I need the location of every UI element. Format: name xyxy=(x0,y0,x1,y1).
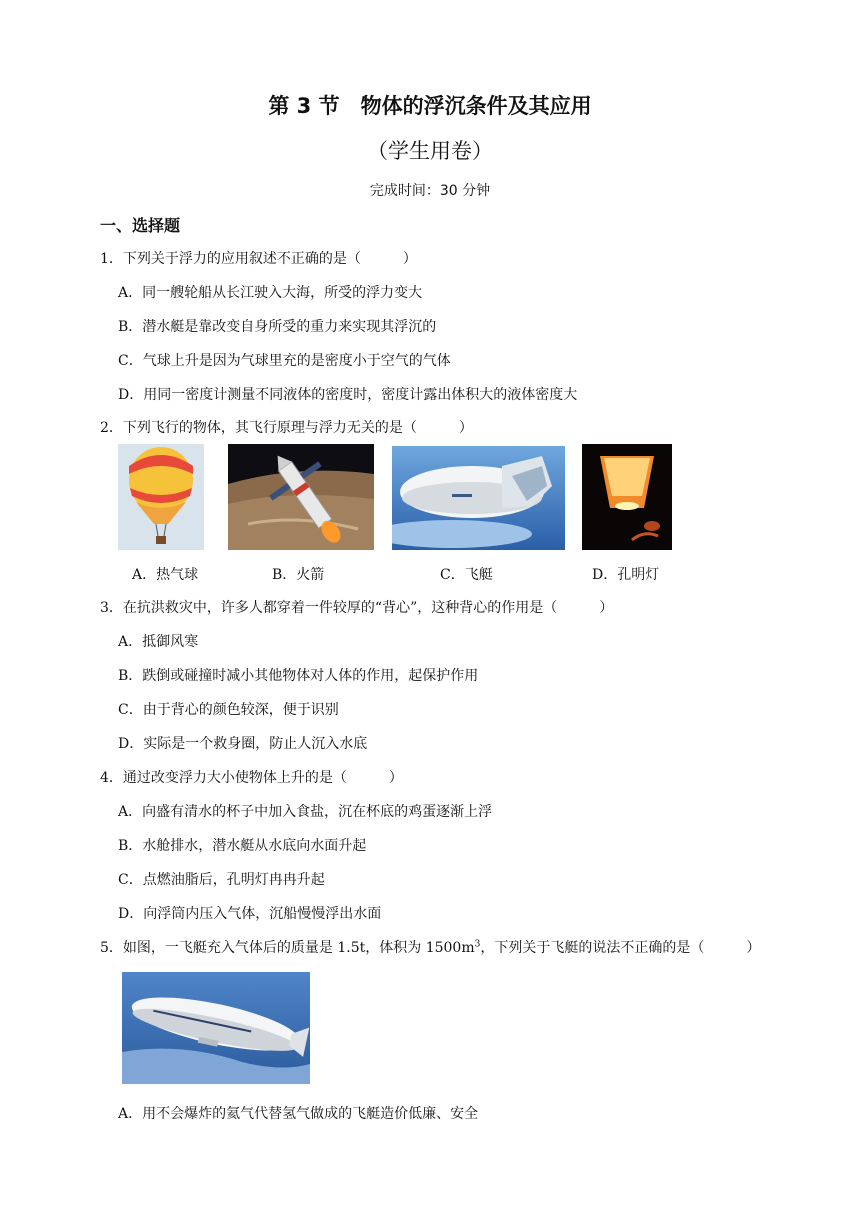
airship-photo xyxy=(122,972,310,1084)
question-2-stem: 2．下列飞行的物体，其飞行原理与浮力无关的是（ ） xyxy=(100,420,473,436)
question-5-stem xyxy=(100,937,760,957)
question-1-option-d: D．用同一密度计测量不同液体的密度时，密度计露出体积大的液体密度大 xyxy=(118,387,578,403)
page-subtitle: （学生用卷） xyxy=(367,139,493,163)
airship-image xyxy=(392,446,565,550)
question-3-option-c: C．由于背心的颜色较深，便于识别 xyxy=(118,702,339,718)
question-3-option-b: B．跌倒或碰撞时减小其他物体对人体的作用，起保护作用 xyxy=(118,668,479,684)
rocket-image xyxy=(228,444,374,550)
question-5-option-a: A．用不会爆炸的氦气代替氢气做成的飞艇造价低廉、安全 xyxy=(118,1106,479,1122)
question-2-option-d: D．孔明灯 xyxy=(592,567,660,583)
question-1-option-b: B．潜水艇是靠改变自身所受的重力来实现其浮沉的 xyxy=(118,319,437,335)
question-2-option-a: A．热气球 xyxy=(132,567,199,583)
question-5-stem-start: 5．如图，一飞艇充入气体后的质量是 1.5t，体积为 1500m xyxy=(100,940,475,956)
question-4-option-a: A．向盛有清水的杯子中加入食盐，沉在杯底的鸡蛋逐渐上浮 xyxy=(118,804,493,820)
question-4-option-d: D．向浮筒内压入气体，沉船慢慢浮出水面 xyxy=(118,906,382,922)
question-1-stem: 1．下列关于浮力的应用叙述不正确的是（ ） xyxy=(100,251,417,267)
question-4-stem: 4．通过改变浮力大小使物体上升的是（ ） xyxy=(100,770,403,786)
question-2-option-b: B．火箭 xyxy=(272,567,325,583)
question-4-option-b: B．水舱排水，潜水艇从水底向水面升起 xyxy=(118,838,367,854)
question-2-option-c: C．飞艇 xyxy=(440,567,493,583)
question-5-stem-end: ，下列关于飞艇的说法不正确的是（ ） xyxy=(480,940,761,956)
page-title: 第 3 节 物体的浮沉条件及其应用 xyxy=(268,94,592,118)
question-1-option-c: C．气球上升是因为气球里充的是密度小于空气的气体 xyxy=(118,353,451,369)
section-heading: 一、选择题 xyxy=(100,216,181,235)
hot-air-balloon-image xyxy=(118,444,204,550)
question-5-stem-superscript: 3 xyxy=(474,939,481,950)
question-4-option-c: C．点燃油脂后，孔明灯冉冉升起 xyxy=(118,872,325,888)
question-3-option-a: A．抵御风寒 xyxy=(118,634,199,650)
question-3-option-d: D．实际是一个救身圈，防止人沉入水底 xyxy=(118,736,368,752)
kongming-lantern-image xyxy=(582,444,672,550)
question-1-option-a: A．同一艘轮船从长江驶入大海，所受的浮力变大 xyxy=(118,285,423,301)
question-3-stem: 3．在抗洪救灾中，许多人都穿着一件较厚的“背心”，这种背心的作用是（ ） xyxy=(100,600,614,616)
completion-time: 完成时间：30 分钟 xyxy=(369,183,491,199)
